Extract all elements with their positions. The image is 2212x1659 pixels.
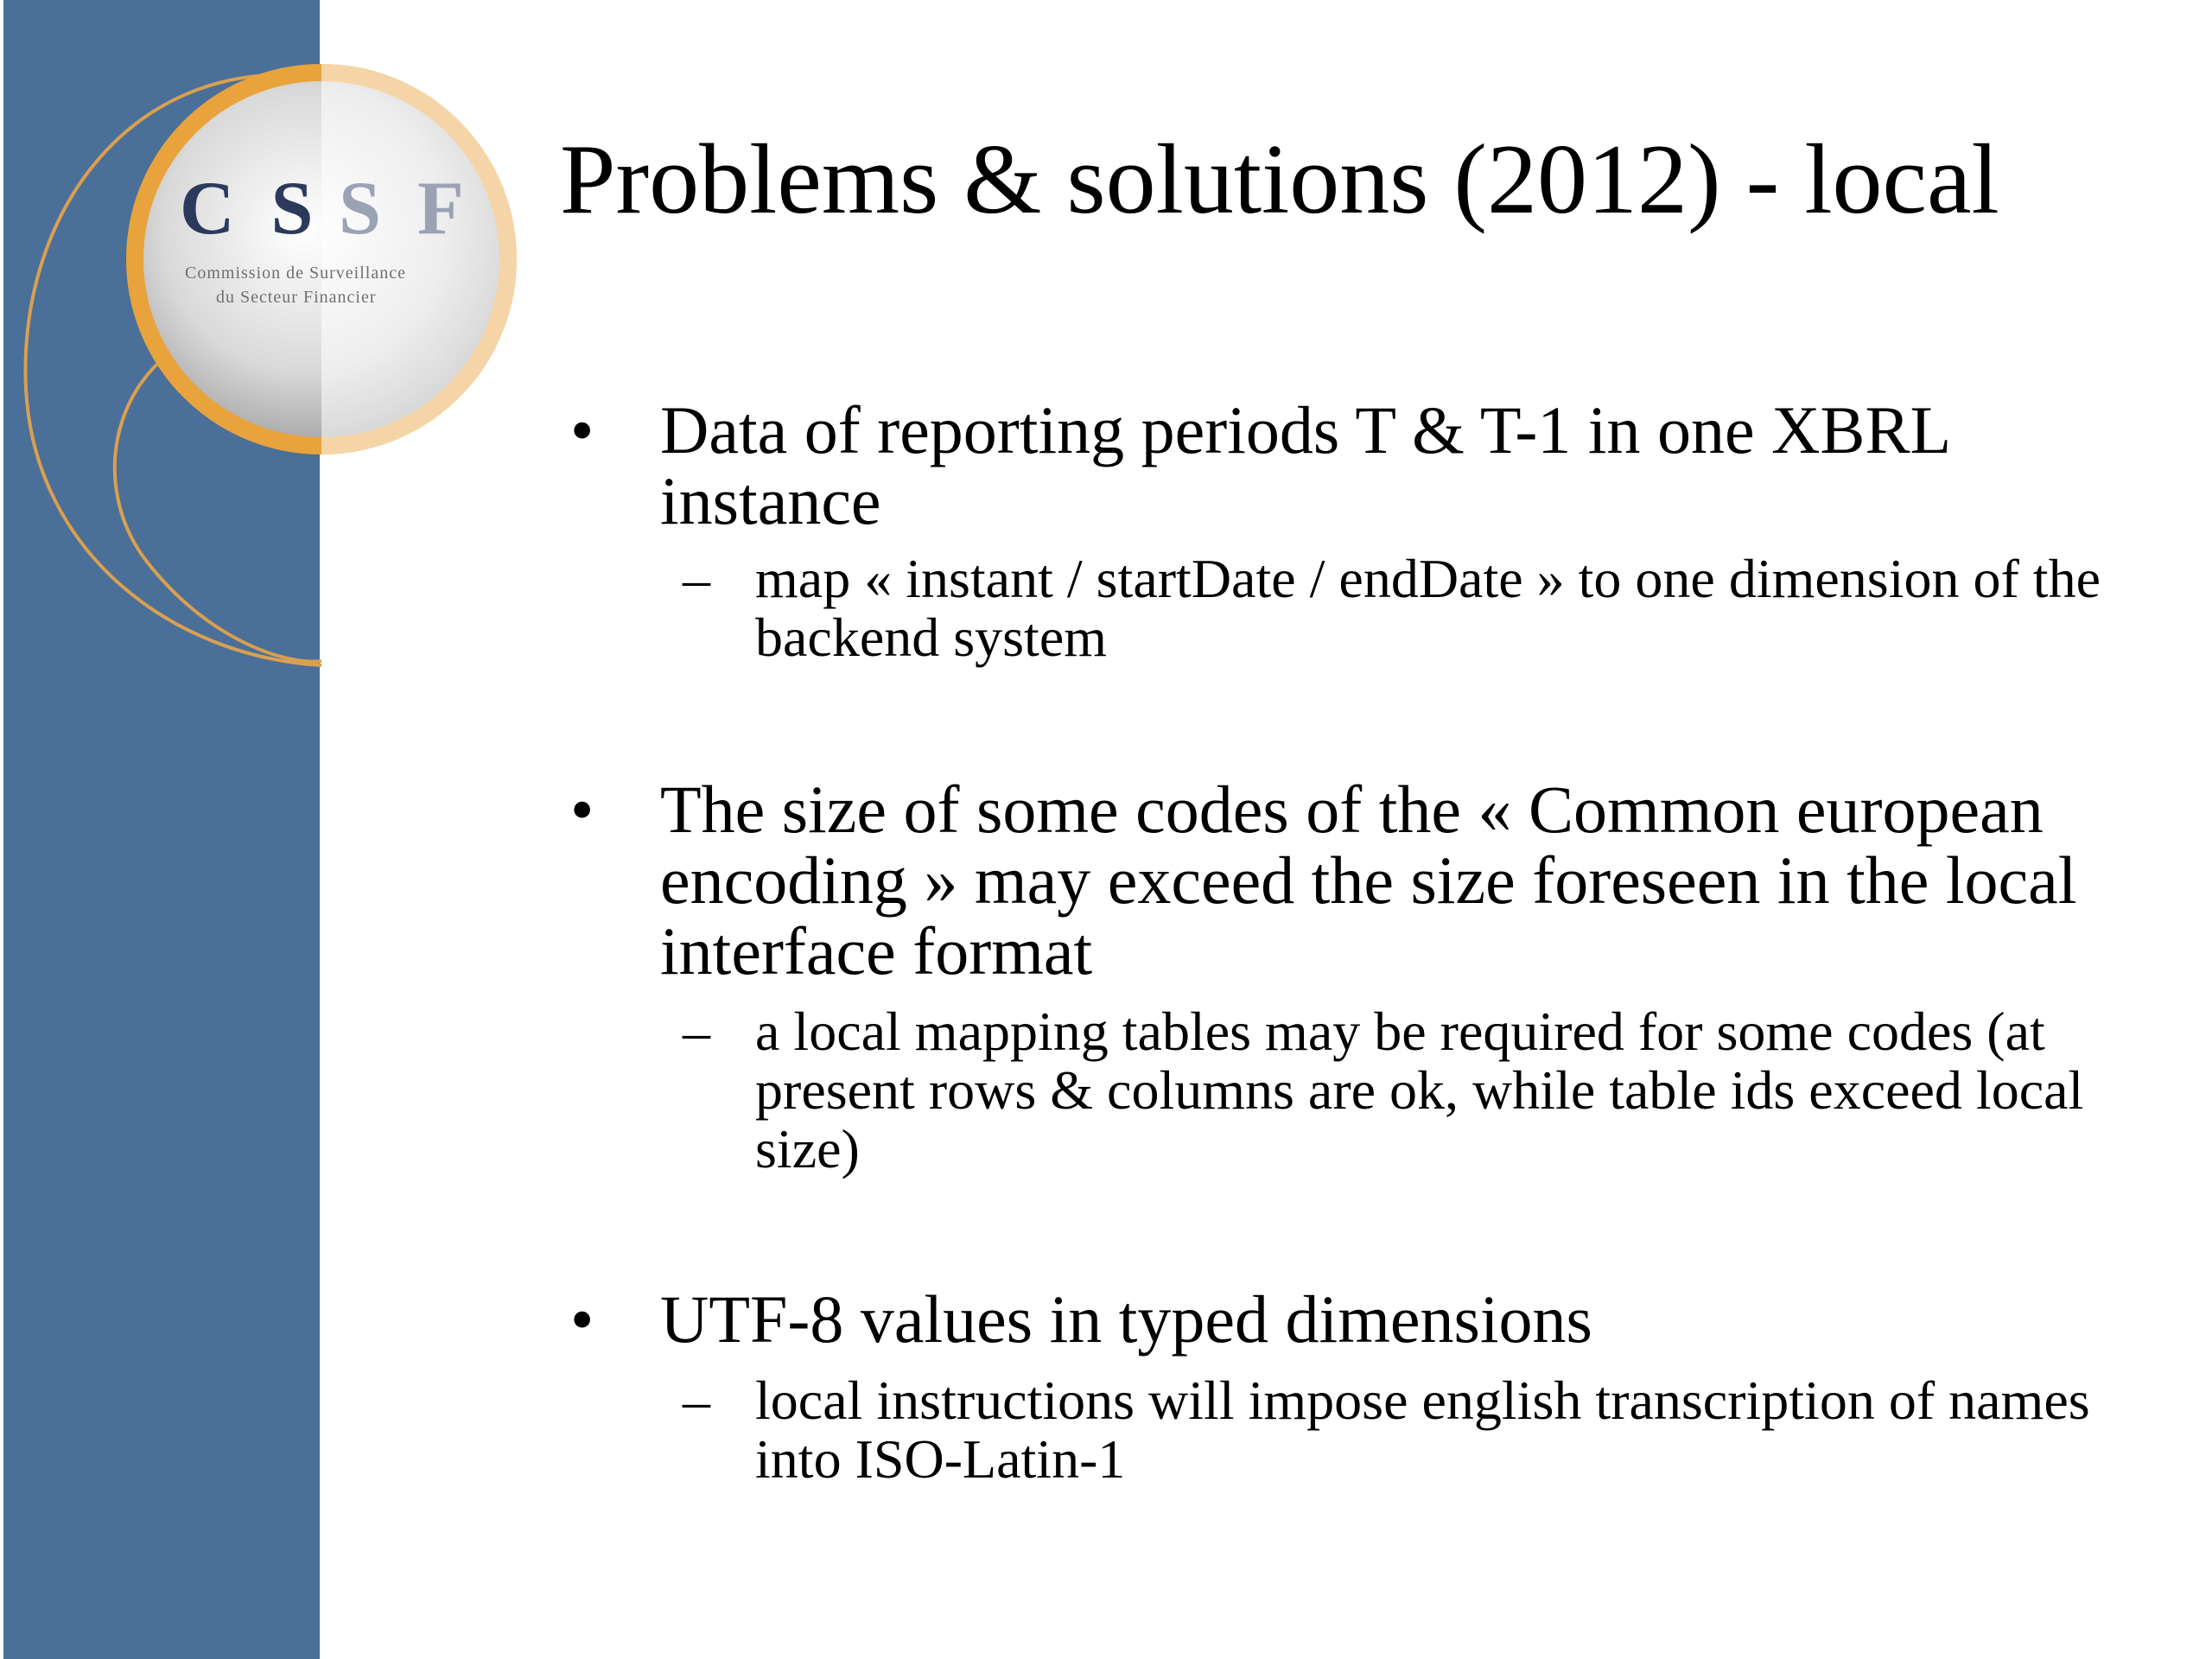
sub-bullet-marker: – [683,1370,710,1431]
bullet-marker: • [570,772,594,847]
sub-bullet-marker: – [683,1001,710,1062]
bullet-text: UTF-8 values in typed dimensions [660,1281,1592,1357]
sub-bullet-marker: – [683,548,710,609]
logo-subtitle-line2: du Secteur Financier [216,288,377,307]
sub-bullet-text: local instructions will impose english transcription of names into ISO-Latin-1 [755,1370,2090,1490]
cssf-logo [0,0,553,743]
bullet-text: The size of some codes of the « Common european encoding » may exceed the size foreseen in the local interface format [660,772,2077,988]
bullet-marker: • [570,1281,594,1357]
slide-title: Problems & solutions (2012) - local [560,124,1999,235]
bullet-text: Data of reporting periods T & T-1 in one XBRL instance [660,392,1949,538]
bullet-marker: • [570,392,594,467]
logo-acronym-dark: C S [180,167,322,251]
logo-acronym-light: S F [339,167,473,251]
logo-subtitle-line1: Commission de Surveillance [185,264,406,283]
sub-bullet-text: map « instant / startDate / endDate » to one dimension of the backend system [755,548,2101,668]
sub-bullet-text: a local mapping tables may be required for some codes (at present rows & columns are ok, while table ids exceed local size) [755,1001,2084,1179]
